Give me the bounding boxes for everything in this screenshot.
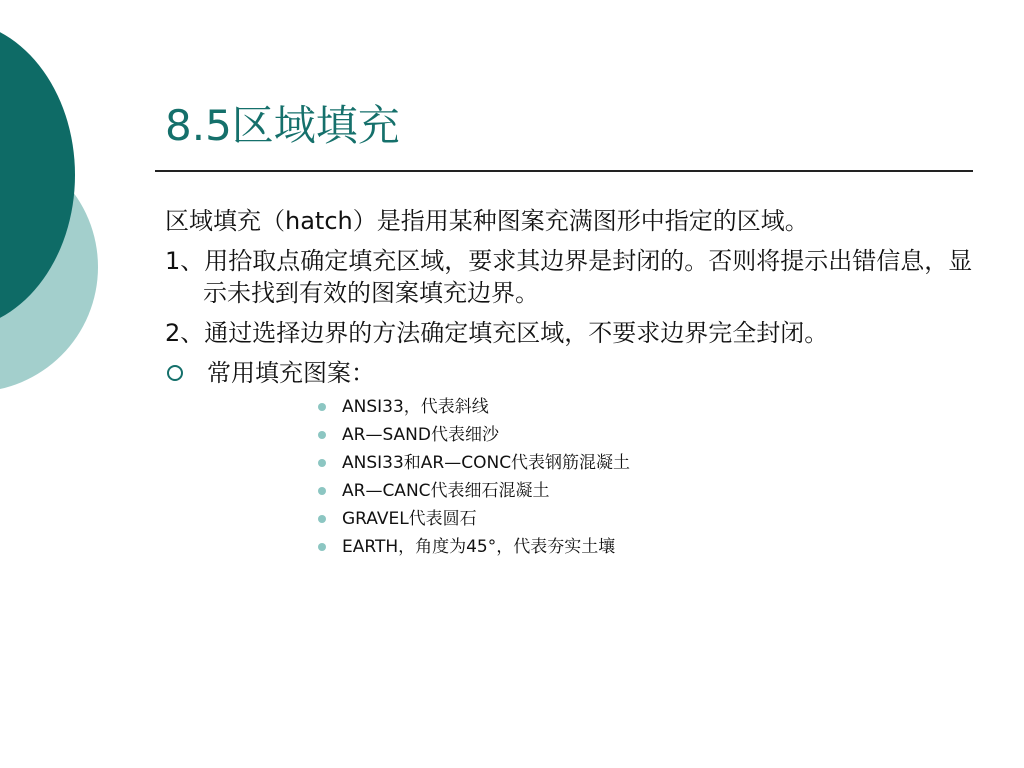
bullet-heading — [165, 357, 985, 389]
slide-title: 8.5区域填充 — [165, 101, 400, 150]
slide-content — [165, 205, 985, 561]
list-item-label: ANSI33和AR—CONC代表钢筋混凝土 — [342, 453, 631, 473]
pattern-list — [165, 393, 985, 561]
paragraph-method-1: 1、用拾取点确定填充区域，要求其边界是封闭的。否则将提示出错信息，显示未找到有效的图案填充边界。 — [165, 247, 973, 307]
list-item — [318, 505, 985, 533]
list-item — [318, 533, 985, 561]
list-item — [318, 477, 985, 505]
list-item — [318, 421, 985, 449]
dot-bullet-icon — [318, 431, 326, 439]
bullet-heading-label: 常用填充图案： — [207, 359, 375, 387]
dot-bullet-icon — [318, 515, 326, 523]
list-item-label: EARTH，角度为45°，代表夯实土壤 — [342, 537, 616, 557]
title-divider — [155, 170, 973, 172]
list-item — [318, 393, 985, 421]
dot-bullet-icon — [318, 459, 326, 467]
ring-bullet-icon — [167, 365, 183, 381]
paragraph-method-2: 2、通过选择边界的方法确定填充区域，不要求边界完全封闭。 — [165, 319, 829, 347]
list-item-label: ANSI33，代表斜线 — [342, 397, 489, 417]
dot-bullet-icon — [318, 487, 326, 495]
list-item-label: AR—CANC代表细石混凝土 — [342, 481, 550, 501]
dot-bullet-icon — [318, 543, 326, 551]
list-item-label: GRAVEL代表圆石 — [342, 509, 477, 529]
dot-bullet-icon — [318, 403, 326, 411]
list-item-label: AR—SAND代表细沙 — [342, 425, 499, 445]
list-item — [318, 449, 985, 477]
paragraph-definition: 区域填充（hatch）是指用某种图案充满图形中指定的区域。 — [165, 207, 809, 235]
